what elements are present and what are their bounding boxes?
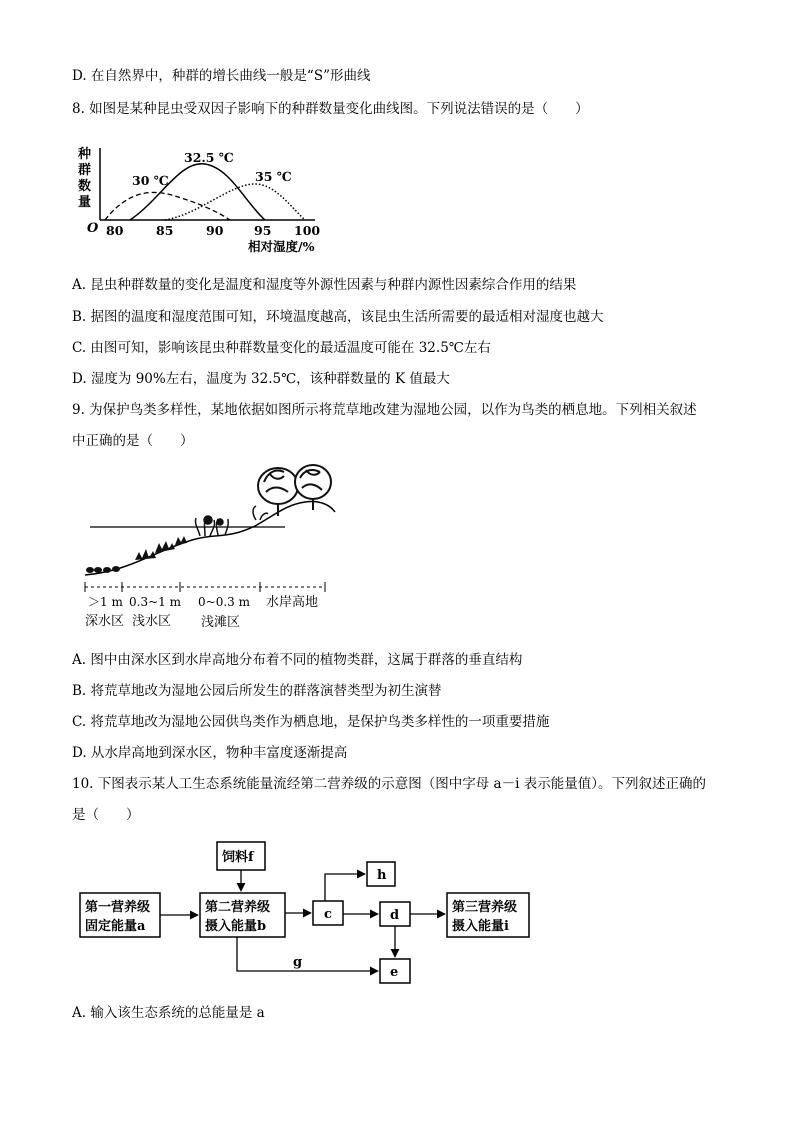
depth-shoal: 0~0.3 m [198, 595, 250, 609]
figure-10-energy-flow [75, 838, 545, 988]
figure-9-wetland-profile [80, 460, 340, 635]
label-third-trophic-1: 第三营养级 [452, 900, 518, 915]
curve-30c [105, 192, 230, 220]
zone-deep: 深水区 [85, 614, 125, 629]
option-8-prev-d: D. 在自然界中，种群的增长曲线一般是“S”形曲线 [72, 68, 371, 84]
reed-plants [195, 516, 228, 536]
label-h: h [377, 868, 387, 883]
label-g: g [293, 955, 303, 970]
xtick-80: 80 [106, 223, 124, 238]
zone-shoal: 浅滩区 [201, 615, 241, 630]
option-8b: B. 据图的温度和湿度范围可知，环境温度越高，该昆虫生活所需要的最适相对湿度也越大 [72, 309, 604, 325]
option-9c: C. 将荒草地改为湿地公园供鸟类作为栖息地，是保护鸟类多样性的一项重要措施 [72, 714, 550, 730]
option-8d: D. 湿度为 90%左右，温度为 32.5℃，该种群数量的 K 值最大 [72, 371, 450, 387]
label-35c: 35 ℃ [255, 169, 292, 184]
question-10-line2: 是（ ） [72, 807, 140, 823]
svg-text:数: 数 [78, 179, 92, 194]
ground-profile [85, 502, 335, 575]
label-feed-f: 饲料f [222, 850, 254, 865]
question-9-line1: 9. 为保护鸟类多样性，某地依据如图所示将荒草地改建为湿地公园，以作为鸟类的栖息地。下列相关叙述 [72, 402, 697, 418]
option-9b: B. 将荒草地改为湿地公园后所发生的群落演替类型为初生演替 [72, 683, 442, 699]
option-10a: A. 输入该生态系统的总能量是 a [72, 1005, 265, 1021]
zone-highland: 水岸高地 [266, 595, 319, 610]
label-c: c [324, 907, 332, 922]
depth-shallow: 0.3~1 m [129, 595, 181, 609]
depth-deep: ＞1 m [88, 595, 123, 609]
option-8a: A. 昆虫种群数量的变化是温度和湿度等外源性因素与种群内源性因素综合作用的结果 [72, 277, 577, 293]
y-axis-label [77, 146, 92, 210]
label-first-trophic-1: 第一营养级 [85, 900, 151, 915]
question-8: 8. 如图是某种昆虫受双因子影响下的种群数量变化曲线图。下列说法错误的是（ ） [72, 101, 589, 117]
zone-shallow: 浅水区 [132, 614, 172, 629]
option-8c: C. 由图可知，影响该昆虫种群数量变化的最适温度可能在 32.5℃左右 [72, 340, 491, 356]
x-axis-label: 相对湿度/% [248, 239, 315, 254]
label-first-trophic-2: 固定能量a [85, 919, 146, 934]
xtick-95: 95 [254, 223, 272, 238]
xtick-90: 90 [206, 223, 224, 238]
label-second-trophic-1: 第二营养级 [205, 900, 271, 915]
figure-8-population-curve [70, 140, 340, 255]
label-30c: 30 ℃ [132, 173, 169, 188]
option-9d: D. 从水岸高地到深水区，物种丰富度逐渐提高 [72, 745, 348, 761]
label-d: d [390, 908, 400, 923]
label-e: e [390, 965, 399, 980]
question-10-line1: 10. 下图表示某人工生态系统能量流经第二营养级的示意图（图中字母 a－i 表示能量值）。下列叙述正确的 [72, 776, 706, 792]
question-9-line2: 中正确的是（ ） [72, 433, 194, 449]
shrub-cluster [86, 536, 187, 573]
label-third-trophic-2: 摄入能量i [452, 919, 509, 934]
option-9a: A. 图中由深水区到水岸高地分布着不同的植物类群，这属于群落的垂直结构 [72, 652, 523, 668]
curve-35c [165, 184, 305, 220]
svg-text:量: 量 [78, 195, 92, 210]
svg-text:群: 群 [78, 163, 92, 178]
label-32-5c: 32.5 ℃ [184, 150, 234, 165]
trees [253, 465, 331, 520]
svg-text:种: 种 [78, 147, 92, 162]
xtick-85: 85 [156, 223, 174, 238]
origin-label: O [87, 221, 99, 236]
label-second-trophic-2: 摄入能量b [205, 919, 267, 934]
xtick-100: 100 [294, 223, 321, 238]
